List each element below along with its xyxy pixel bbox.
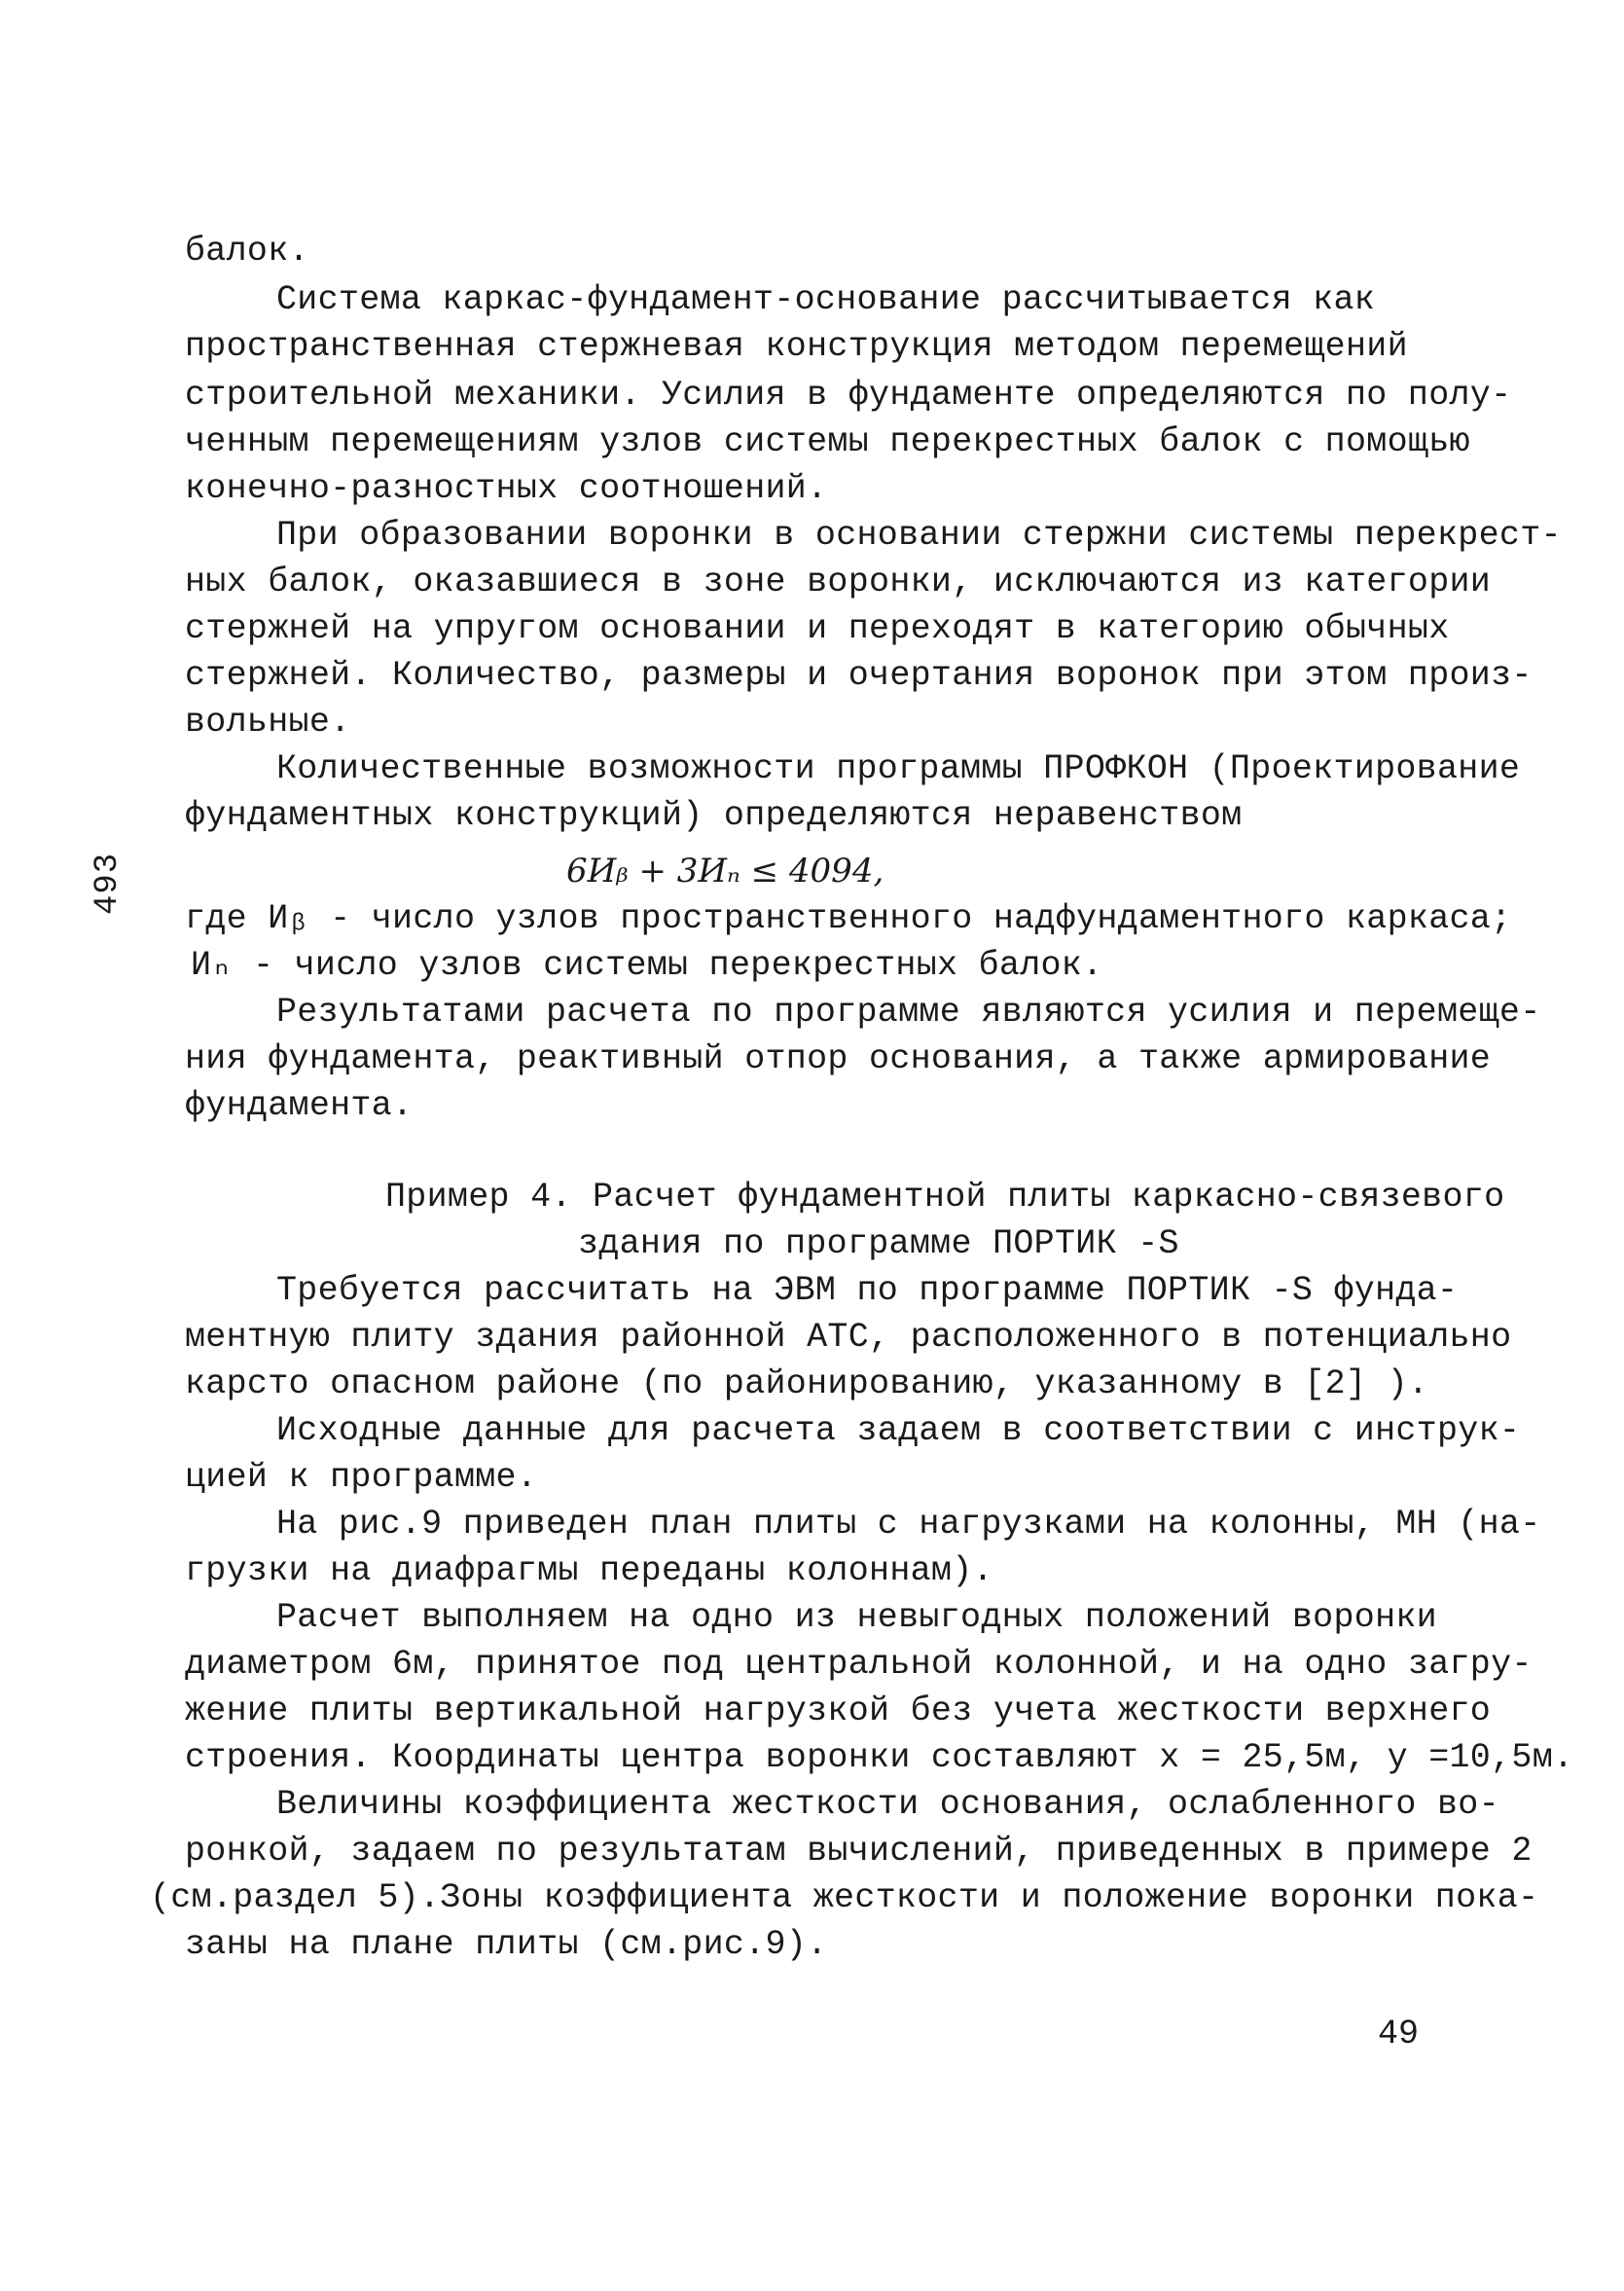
text-line: вольные. [185,703,351,742]
text-line: ченным перемещениям узлов системы перекрестных балок с помощью [185,422,1470,461]
text-line: стержней. Количество, размеры и очертания воронок при этом произ- [185,656,1533,695]
text-line: грузки на диафрагмы переданы колоннам). [185,1551,993,1590]
text-line: пространственная стержневая конструкция методом перемещений [185,327,1408,366]
example-heading: здания по программе ПОРТИК -S [578,1224,1179,1263]
text-line: где Иᵦ - число узлов пространственного надфундаментного каркаса; [185,899,1512,938]
text-line: строительной механики. Усилия в фундаменте определяются по полу- [185,376,1512,415]
text-line: карсто опасном районе (по районированию, указанному в [2] ). [185,1364,1429,1403]
text-line: Иₙ - число узлов системы перекрестных балок. [191,946,1103,985]
text-line: диаметром 6м, принятое под центральной колонной, и на одно загру- [185,1645,1533,1684]
example-heading: Пример 4. Расчет фундаментной плиты каркасно-связевого [385,1178,1505,1217]
text-line: фундаментных конструкций) определяются неравенством [185,796,1243,835]
text-line: фундамента. [185,1086,414,1125]
text-line: Система каркас-фундамент-основание рассчитывается как [276,280,1376,319]
page-number: 49 [1378,2015,1420,2054]
text-line: цией к программе. [185,1458,538,1497]
text-line: Исходные данные для расчета задаем в соответствии с инструк- [276,1411,1521,1450]
text-line: заны на плане плиты (см.рис.9). [185,1925,828,1964]
text-line: Расчет выполняем на одно из невыгодных положений воронки [276,1598,1437,1637]
text-line: ронкой, задаем по результатам вычислений, приведенных в примере 2 [185,1832,1533,1871]
text-line: конечно-разностных соотношений. [185,469,828,508]
text-line: балок. [185,232,309,271]
text-line: строения. Координаты центра воронки составляют x = 25,5м, y =10,5м. [185,1738,1574,1777]
text-line: (см.раздел 5).Зоны коэффициента жесткости и положение воронки пока- [150,1878,1539,1917]
inequality-formula: 6Иᵦ + 3Иₙ ≤ 4094, [566,852,884,891]
text-line: ния фундамента, реактивный отпор основания, а также армирование [185,1039,1492,1078]
text-line: При образовании воронки в основании стержни системы перекрест- [276,516,1562,555]
margin-stamp-number: 493 [90,852,126,915]
text-line: Требуется рассчитать на ЭВМ по программе ПОРТИК -S фунда- [276,1271,1459,1310]
text-line: Результатами расчета по программе являются усилия и перемеще- [276,993,1541,1032]
text-line: ных балок, оказавшиеся в зоне воронки, исключаются из категории [185,563,1492,601]
text-line: стержней на упругом основании и переходят в категорию обычных [185,609,1450,648]
text-line: ментную плиту здания районной АТС, расположенного в потенциально [185,1318,1512,1357]
text-line: жение плиты вертикальной нагрузкой без учета жесткости верхнего [185,1691,1492,1730]
text-line: На рис.9 приведен план плиты с нагрузками на колонны, МН (на- [276,1505,1541,1544]
text-line: Количественные возможности программы ПРОФКОН (Проектирование [276,749,1521,788]
text-line: Величины коэффициента жесткости основания, ослабленного во- [276,1785,1499,1824]
